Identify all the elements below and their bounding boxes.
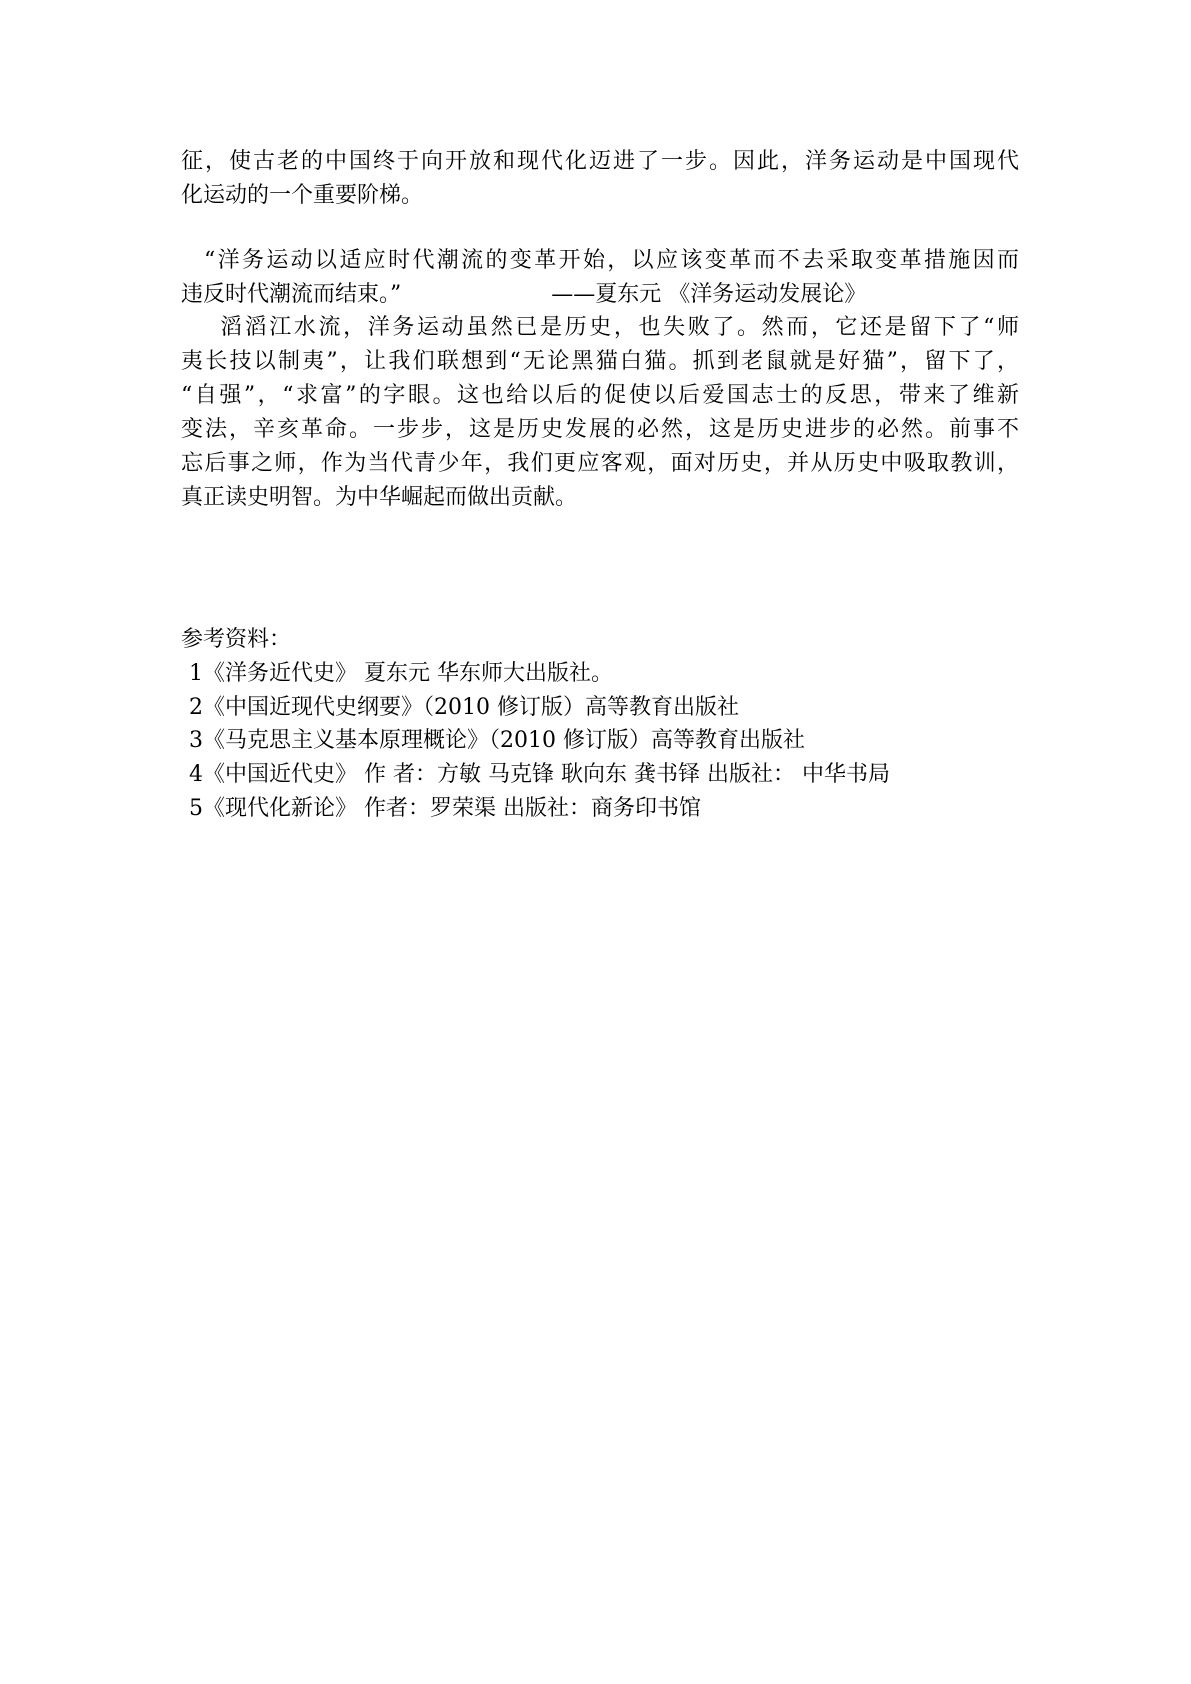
- paragraph2-line4: 变法，辛亥革命。一步步，这是历史发展的必然，这是历史进步的必然。前事不: [181, 417, 1019, 442]
- paragraph2-line6: 真正读史明智。为中华崛起而做出贡献。: [181, 485, 578, 510]
- quote-line2-text: 违反时代潮流而结束。”: [181, 282, 402, 307]
- quote-attribution: ——夏东元 《洋务运动发展论》: [551, 282, 867, 307]
- reference-item-4: 4《中国近代史》 作 者：方敏 马克锋 耿向东 龚书铎 出版社： 中华书局: [189, 762, 890, 787]
- paragraph2-line1: 滔滔江水流，洋务运动虽然已是历史，也失败了。然而，它还是留下了“师: [220, 315, 1019, 340]
- references-heading: 参考资料：: [181, 627, 292, 652]
- quote-line1: “洋务运动以适应时代潮流的变革开始，以应该变革而不去采取变革措施因而: [204, 248, 1019, 273]
- paragraph2-line3: “自强”，“求富”的字眼。这也给以后的促使以后爱国志士的反思，带来了维新: [181, 383, 1019, 408]
- paragraph2-line2: 夷长技以制夷”，让我们联想到“无论黑猫白猫。抓到老鼠就是好猫”，留下了，: [181, 349, 1019, 374]
- reference-item-2: 2《中国近现代史纲要》（2010 修订版）高等教育出版社: [189, 695, 739, 720]
- paragraph2-line5: 忘后事之师，作为当代青少年，我们更应客观，面对历史，并从历史中吸取教训，: [181, 451, 1019, 476]
- reference-item-5: 5《现代化新论》 作者：罗荣渠 出版社：商务印书馆: [189, 796, 701, 821]
- reference-item-3: 3《马克思主义基本原理概论》（2010 修订版）高等教育出版社: [189, 728, 805, 753]
- paragraph1-line2: 化运动的一个重要阶梯。: [181, 183, 424, 208]
- quote-line2: [181, 278, 866, 312]
- paragraph1-line1: 征，使古老的中国终于向开放和现代化迈进了一步。因此，洋务运动是中国现代: [181, 149, 1019, 174]
- reference-item-1: 1《洋务近代史》 夏东元 华东师大出版社。: [189, 661, 613, 686]
